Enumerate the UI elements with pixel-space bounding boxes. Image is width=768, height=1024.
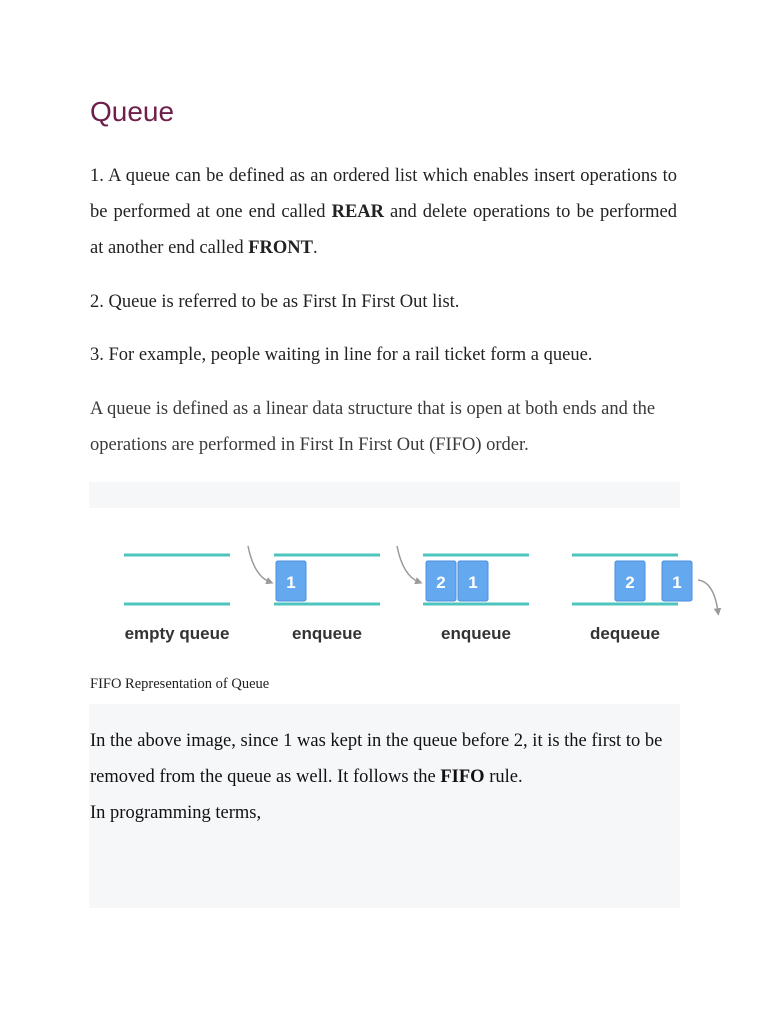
panel-enqueue-1 [248,546,380,643]
explanation-line-2: In programming terms, [90,803,262,823]
dequeued-item-value: 1 [672,573,682,592]
explanation-paragraph: In the above image, since 1 was kept in the queue before 2, it is the first to be removed from the queue as well. It follows the FIFO rule. In programming terms, [90,731,663,823]
point-2: 2. Queue is referred to be as First In First Out list. [90,292,460,312]
dequeue-arrow-icon [698,580,718,612]
queue-item-value: 1 [286,573,296,592]
page-title: Queue [90,96,175,127]
panel-empty-queue [124,555,230,643]
fifo-figure [110,536,730,656]
figure-caption: FIFO Representation of Queue [90,676,270,692]
fifo-term: FIFO [440,767,485,787]
panel-label-enqueue: enqueue [441,624,511,643]
panel-dequeue [572,555,718,643]
queue-item-value: 2 [436,573,446,592]
enqueue-arrow-icon [248,546,270,582]
enqueue-arrow-icon [397,546,419,582]
queue-item-value: 2 [625,573,635,592]
rear-term: REAR [331,202,385,222]
queue-item-value: 1 [468,573,478,592]
panel-label-enqueue: enqueue [292,624,362,643]
panel-label-dequeue: dequeue [590,624,660,643]
front-term: FRONT [248,238,313,258]
panel-enqueue-2 [397,546,529,643]
panel-label-empty-queue: empty queue [124,624,230,643]
point-3: 3. For example, people waiting in line for a rail ticket form a queue. [90,345,593,365]
definition-paragraph: A queue is defined as a linear data structure that is open at both ends and the operations are performed in First In First Out (FIFO) order. [90,399,656,455]
figure-top-band [89,482,680,508]
point-1: 1. A queue can be defined as an ordered list which enables insert operations to be performed at one end called REAR and delete operations to be performed at another end called FRONT. [90,166,677,258]
